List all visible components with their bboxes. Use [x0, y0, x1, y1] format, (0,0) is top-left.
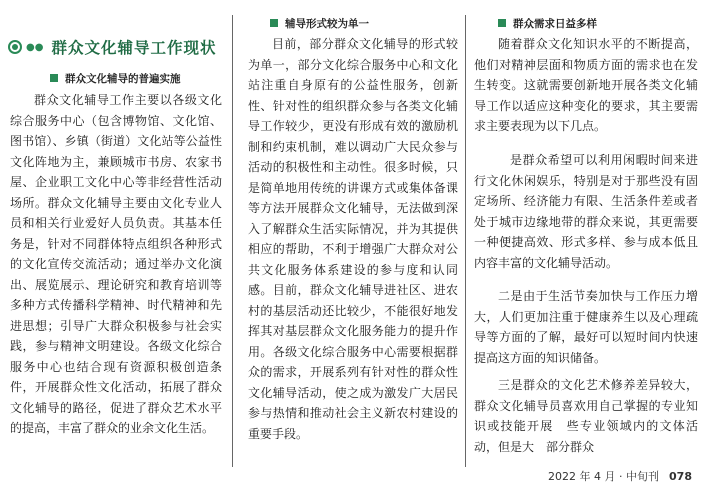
column-divider — [465, 15, 466, 467]
paragraph: 是群众希望可以利用闲暇时间来进行文化休闲娱乐，特别是对于那些没有固定场所、经济能力有限、生活条件差或者处于城市边缘地带的群众来说，其更需要一种便捷高效、形式多样、参与成本低且内容丰富的文化辅导活动。 — [474, 153, 698, 270]
green-square-icon — [498, 19, 506, 27]
green-square-icon — [270, 19, 278, 27]
page-footer — [548, 468, 692, 484]
dots-decoration-icon: ●● — [26, 41, 44, 53]
page-number: 078 — [669, 470, 692, 483]
section-heading-1: 群众文化辅导的普遍实施 — [50, 70, 181, 88]
green-square-icon — [50, 74, 58, 82]
paragraph: 随着群众文化知识水平的不断提高，他们对精神层面和物质方面的需求也在发生转变。这就需要创新地开展各类文化辅导工作以适应这种变化的要求，其主要需求主要表现为以下几点。 — [474, 37, 698, 133]
paragraph: 目前，部分群众文化辅导的形式较为单一，部分文化综合服务中心和文化站注重自身原有的公益性服务，创新性、针对性的组织群众参与各类文化辅导工作较少，更没有形成有效的激励机制和约束机制，难以调动广大民众参与活动的积极性和主动性。很多时候，只是简单地用传统的讲课方式或集体备课等方法开展群众文化辅导，无法做到深入了解群众生活实际情况，并为其提供相应的帮助，不利于增强广大群众对公共文化服务体系建设的参与度和认同感。目前，群众文化辅导进社区、进农村的基层活动还比较少，不能很好地发挥其对基层群众文化服务能力的提升作用。各级文化综合服务中心需要根据群众的需求，开展系列有针对性的群众性文化辅导活动，使之成为激发广大居民参与热情和推动社会主义新农村建设的重要手段。 — [248, 37, 458, 441]
paragraph: 二是由于生活节奏加快与工作压力增大，人们更加注重于健康养生以及心理疏导等方面的了解，最好可以短时间内快速提高这方面的知识储备。 — [474, 289, 698, 365]
target-circle-icon — [8, 40, 22, 54]
article-title-text: 群众文化辅导工作现状 — [51, 39, 217, 57]
article-title — [8, 35, 216, 59]
paragraph: 三是群众的文化艺术修养差异较大，群众文化辅导员喜欢用自己掌握的专业知识或技能开展 些专业领域内的文体活动，但是大 部分群众 — [474, 378, 698, 454]
column-divider — [232, 15, 233, 467]
section-heading-3: 群众需求日益多样 — [498, 15, 597, 33]
issue-label: 2022 年 4 月 · 中旬刊 — [548, 470, 660, 483]
section-heading-2: 辅导形式较为单一 — [270, 15, 369, 33]
paragraph: 群众文化辅导工作主要以各级文化综合服务中心（包含博物馆、文化馆、图书馆）、乡镇（街道）文化站等公益性文化阵地为主，兼顾城市书房、农家书屋、企业职工文化中心等非经营性活动场所。群众文化辅导主要由文化专业人员和相关行业爱好人员负责。其基本任务是，针对不同群体特点组织各种形式的文化宣传交流活动；通过举办文化演出、展览展示、理论研究和教育培训等多种方式传播科学精神、时代精神和先进思想；引导广大群众积极参与社会实践，参与精神文明建设。各级文化综合服务中心也结合现有资源积极创造条件，开展群众性文化活动，拓展了群众文化辅导的路径，促进了群众艺术水平的提高，丰富了群众的业余文化生活。 — [10, 93, 222, 435]
